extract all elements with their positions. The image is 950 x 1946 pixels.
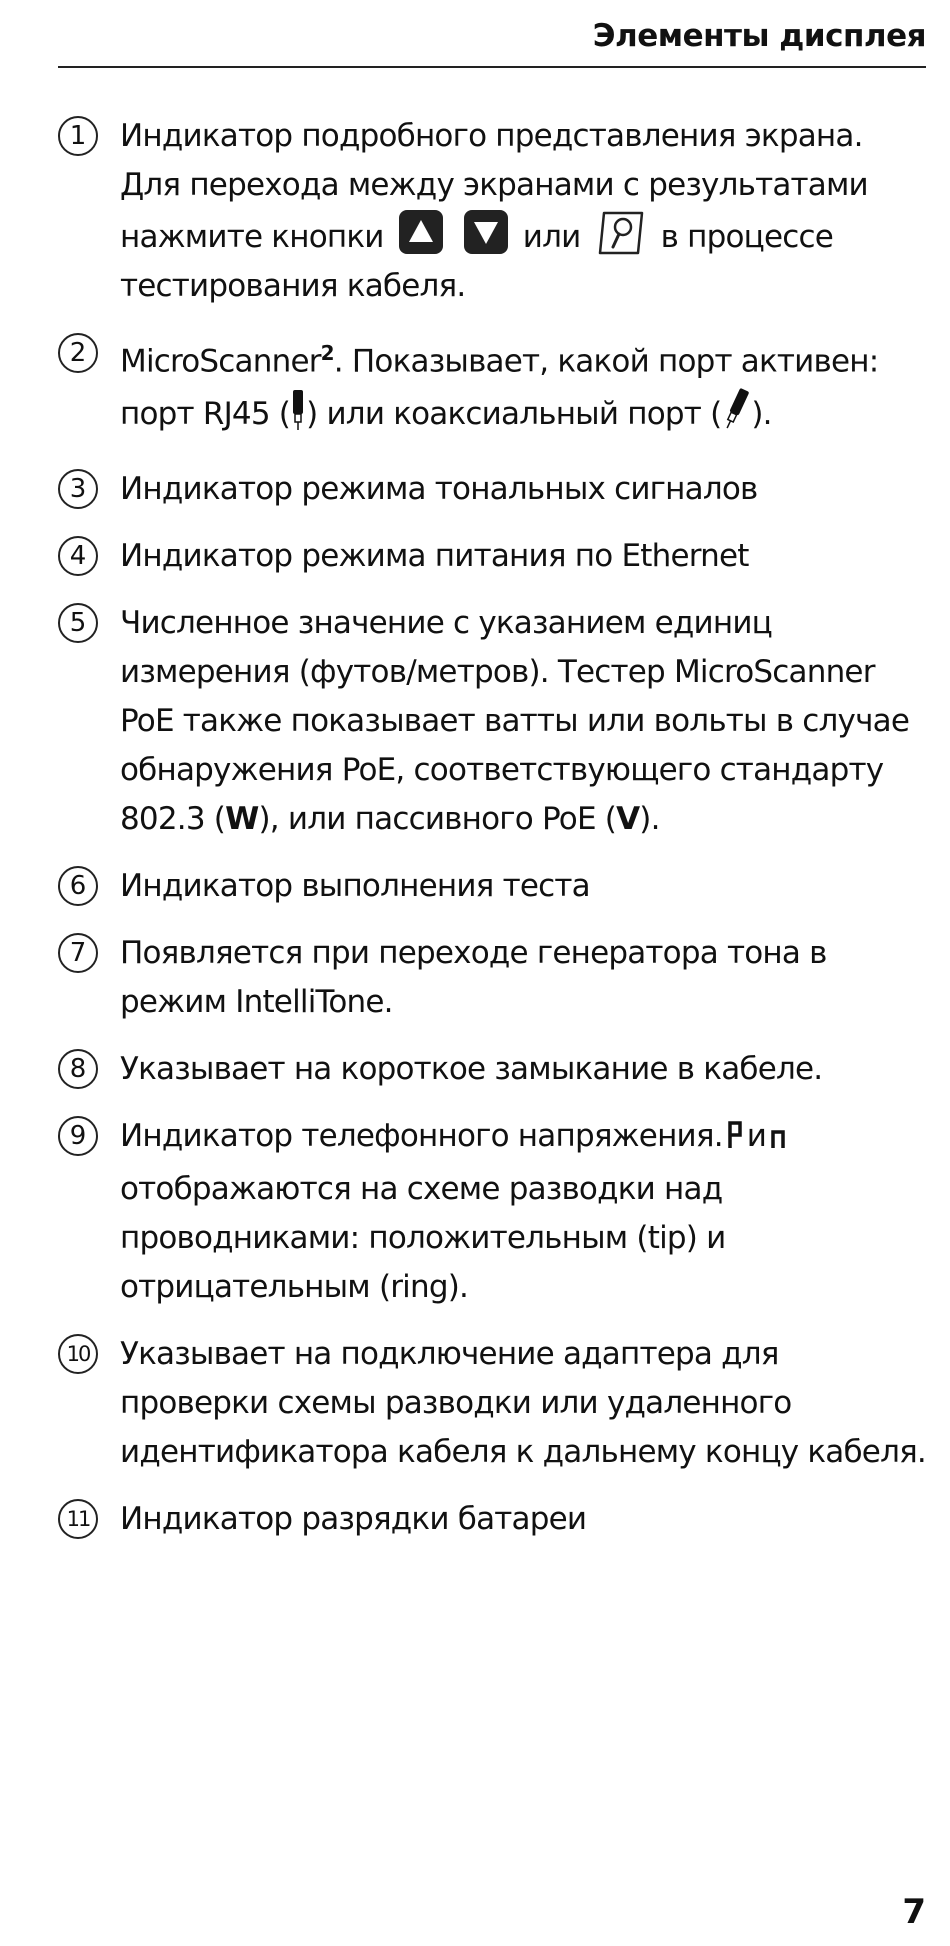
volts-symbol: V: [616, 801, 640, 838]
magnifier-key-icon: [596, 211, 646, 255]
item-number-badge: 7: [58, 933, 98, 973]
list-item: [58, 465, 928, 514]
list-item: [58, 1112, 928, 1312]
item-number-badge: 10: [58, 1334, 98, 1374]
item-text-part: ).: [751, 396, 772, 433]
item-text-part: ).: [639, 801, 660, 838]
item-number-badge: 4: [58, 536, 98, 576]
item-text: [120, 329, 928, 447]
list-item: [58, 532, 928, 581]
item-number-badge: 6: [58, 866, 98, 906]
display-elements-list: [58, 112, 928, 1562]
item-text-part: . Показывает, какой порт активен: порт RJ45 (: [120, 343, 879, 433]
item-text-part: и: [746, 1118, 767, 1155]
list-item: [58, 862, 928, 911]
watts-symbol: W: [225, 801, 259, 838]
list-item: [58, 329, 928, 447]
ring-segment-icon: [770, 1116, 786, 1165]
item-text: Индикатор разрядки батареи: [120, 1501, 587, 1538]
up-arrow-key-icon: [399, 210, 443, 254]
item-text-part: Индикатор подробного представления экрана. Для перехода между экранами с результатами нажмите кнопки: [120, 118, 868, 255]
item-number-badge: 2: [58, 333, 98, 373]
item-text: Индикатор выполнения теста: [120, 868, 590, 905]
list-item: [58, 1045, 928, 1094]
item-text: Индикатор режима тональных сигналов: [120, 471, 758, 508]
item-text-part: ), или пассивного PoE (: [258, 801, 617, 838]
item-text-part: или: [522, 219, 581, 255]
item-text: Индикатор режима питания по Ethernet: [120, 538, 749, 575]
item-number-badge: 11: [58, 1499, 98, 1539]
item-text-part: Индикатор телефонного напряжения.: [120, 1118, 723, 1155]
page-header-title: Элементы дисплея: [592, 18, 926, 54]
item-text: Появляется при переходе генератора тона в режим IntelliTone.: [120, 935, 827, 1021]
item-number-badge: 8: [58, 1049, 98, 1089]
item-text-part: Численное значение с указанием единиц измерения (футов/метров). Тестер MicroScanner PoE также показывает ватты или вольты в случае обнаружения PoE, соответствующего стандарту 802.3 (: [120, 605, 910, 838]
brand-name: MicroScanner: [120, 343, 321, 380]
header-divider: [58, 66, 926, 68]
item-number-badge: 9: [58, 1116, 98, 1156]
rj45-port-icon: [290, 386, 306, 447]
item-number-badge: 5: [58, 603, 98, 643]
list-item: [58, 929, 928, 1027]
item-text: [120, 1112, 928, 1312]
item-text: [120, 599, 928, 844]
item-text: [120, 112, 928, 311]
tip-segment-icon: [727, 1116, 743, 1165]
item-text: Указывает на подключение адаптера для проверки схемы разводки или удаленного идентификатора кабеля к дальнему концу кабеля.: [120, 1336, 926, 1471]
item-number-badge: 3: [58, 469, 98, 509]
item-text-part: в процессе тестирования кабеля.: [120, 219, 834, 304]
item-text-part: отображаются на схеме разводки над проводниками: положительным (tip) и отрицательным (ring).: [120, 1171, 726, 1306]
list-item: [58, 1495, 928, 1544]
list-item: [58, 112, 928, 311]
list-item: [58, 1330, 928, 1477]
superscript: 2: [320, 341, 334, 365]
coax-port-icon: [721, 386, 751, 447]
item-text: Указывает на короткое замыкание в кабеле.: [120, 1051, 823, 1088]
down-arrow-key-icon: [464, 210, 508, 254]
item-text-part: ) или коаксиальный порт (: [306, 396, 722, 433]
page-number: 7: [902, 1892, 926, 1932]
list-item: [58, 599, 928, 844]
item-number-badge: 1: [58, 116, 98, 156]
